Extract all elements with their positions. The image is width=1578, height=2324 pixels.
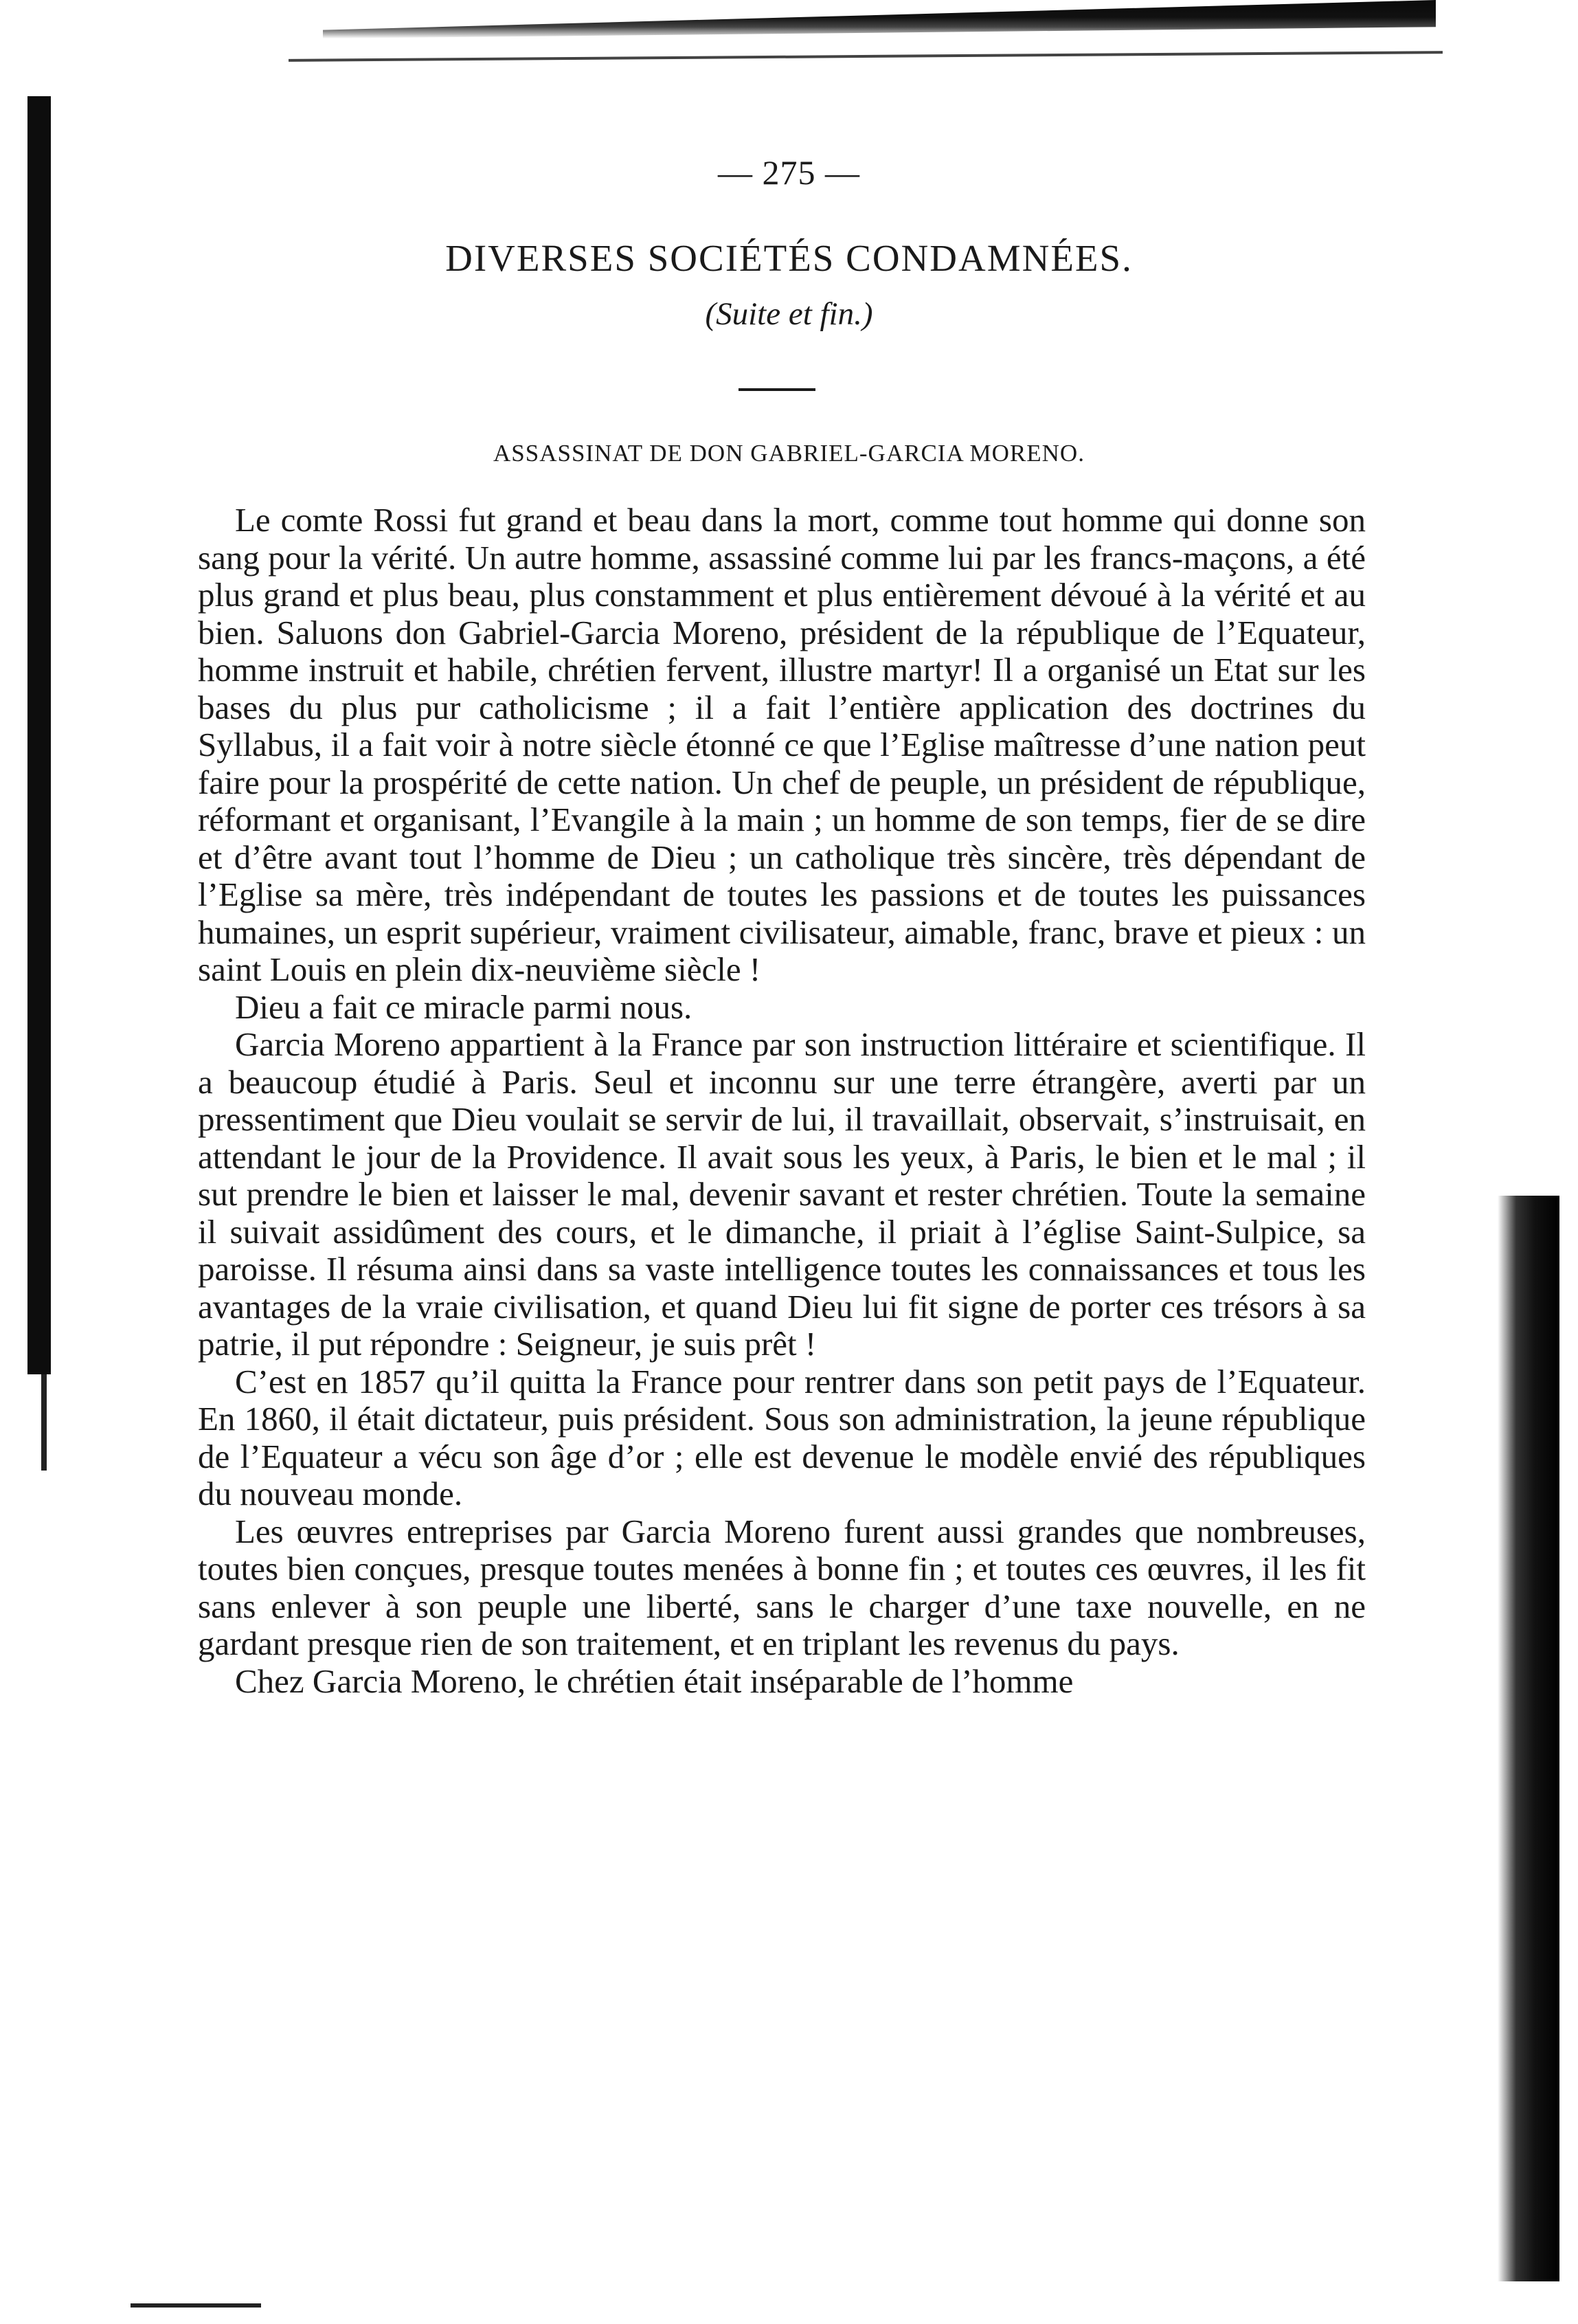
- section-heading: ASSASSINAT DE DON GABRIEL-GARCIA MORENO.: [493, 440, 1085, 467]
- page-title: DIVERSES SOCIÉTÉS CONDAMNÉES.: [445, 237, 1133, 279]
- article-body: [198, 502, 1366, 1700]
- scan-edge-line-top: [289, 51, 1443, 62]
- scan-edge-shadow-right: [1498, 1196, 1559, 2281]
- page-subtitle: (Suite et fin.): [705, 296, 873, 332]
- scan-edge-shadow-top: [323, 0, 1436, 38]
- paragraph: Le comte Rossi fut grand et beau dans la mort, comme tout homme qui donne son sang pour la vérité. Un autre homme, assassiné comme lui par les francs-maçons, a été plus grand et plus beau, plus constamment et plus entièrement dévoué à la vérité et au bien. Saluons don Gabriel-Garcia Moreno, président de la république de l’Equateur, homme instruit et habile, chrétien fervent, illustre martyr! Il a organisé un Etat sur les bases du plus pur catholicisme ; il a fait l’entière application des doctrines du Syllabus, il a fait voir à notre siècle étonné ce que l’Eglise maîtresse d’une nation peut faire pour la prospérité de cette nation. Un chef de peuple, un président de république, réformant et organisant, l’Evangile à la main ; un homme de son temps, fier de se dire et d’être avant tout l’homme de Dieu ; un catholique très sincère, très dépendant de l’Eglise sa mère, très indépendant de toutes les passions et de toutes les puissances humaines, un esprit supérieur, vraiment civilisateur, aimable, franc, brave et pieux : un saint Louis en plein dix-neuvième siècle !: [198, 501, 1366, 988]
- scan-edge-line-bottom: [131, 2303, 261, 2308]
- scan-edge-shadow-left: [27, 96, 51, 1374]
- paragraph: Chez Garcia Moreno, le chrétien était inséparable de l’homme: [235, 1662, 1074, 1700]
- title-rule: [739, 388, 815, 391]
- scan-edge-mark-left: [41, 1374, 47, 1471]
- paragraph: C’est en 1857 qu’il quitta la France pour rentrer dans son petit pays de l’Equateur. En 1860, il était dictateur, puis président. Sous son administration, la jeune république de l’Equateur a vécu son âge d’or ; elle est devenue le modèle envié des républiques du nouveau monde.: [198, 1362, 1366, 1512]
- paragraph: Dieu a fait ce miracle parmi nous.: [235, 987, 692, 1026]
- paragraph: Garcia Moreno appartient à la France par son instruction littéraire et scientifique. Il a beaucoup étudié à Paris. Seul et inconnu sur une terre étrangère, averti par un pressentiment que Dieu voulait se servir de lui, il travaillait, observait, s’instruisait, en attendant le jour de la Providence. Il avait sous les yeux, à Paris, le bien et le mal ; il sut prendre le bien et laisser le mal, devenir savant et rester chrétien. Toute la semaine il suivait assidûment des cours, et le dimanche, il priait à l’église Saint-Sulpice, sa paroisse. Il résuma ainsi dans sa vaste intelligence toutes les connaissances et tous les avantages de la vraie civilisation, et quand Dieu lui fit signe de porter ces trésors à sa patrie, il put répondre : Seigneur, je suis prêt !: [198, 1025, 1366, 1363]
- page-number: — 275 —: [718, 153, 860, 192]
- paragraph: Les œuvres entreprises par Garcia Moreno furent aussi grandes que nombreuses, toutes bien conçues, presque toutes menées à bonne fin ; et toutes ces œuvres, il les fit sans enlever à son peuple une liberté, sans le charger d’une taxe nouvelle, en ne gardant presque rien de son traitement, et en triplant les revenus du pays.: [198, 1512, 1366, 1662]
